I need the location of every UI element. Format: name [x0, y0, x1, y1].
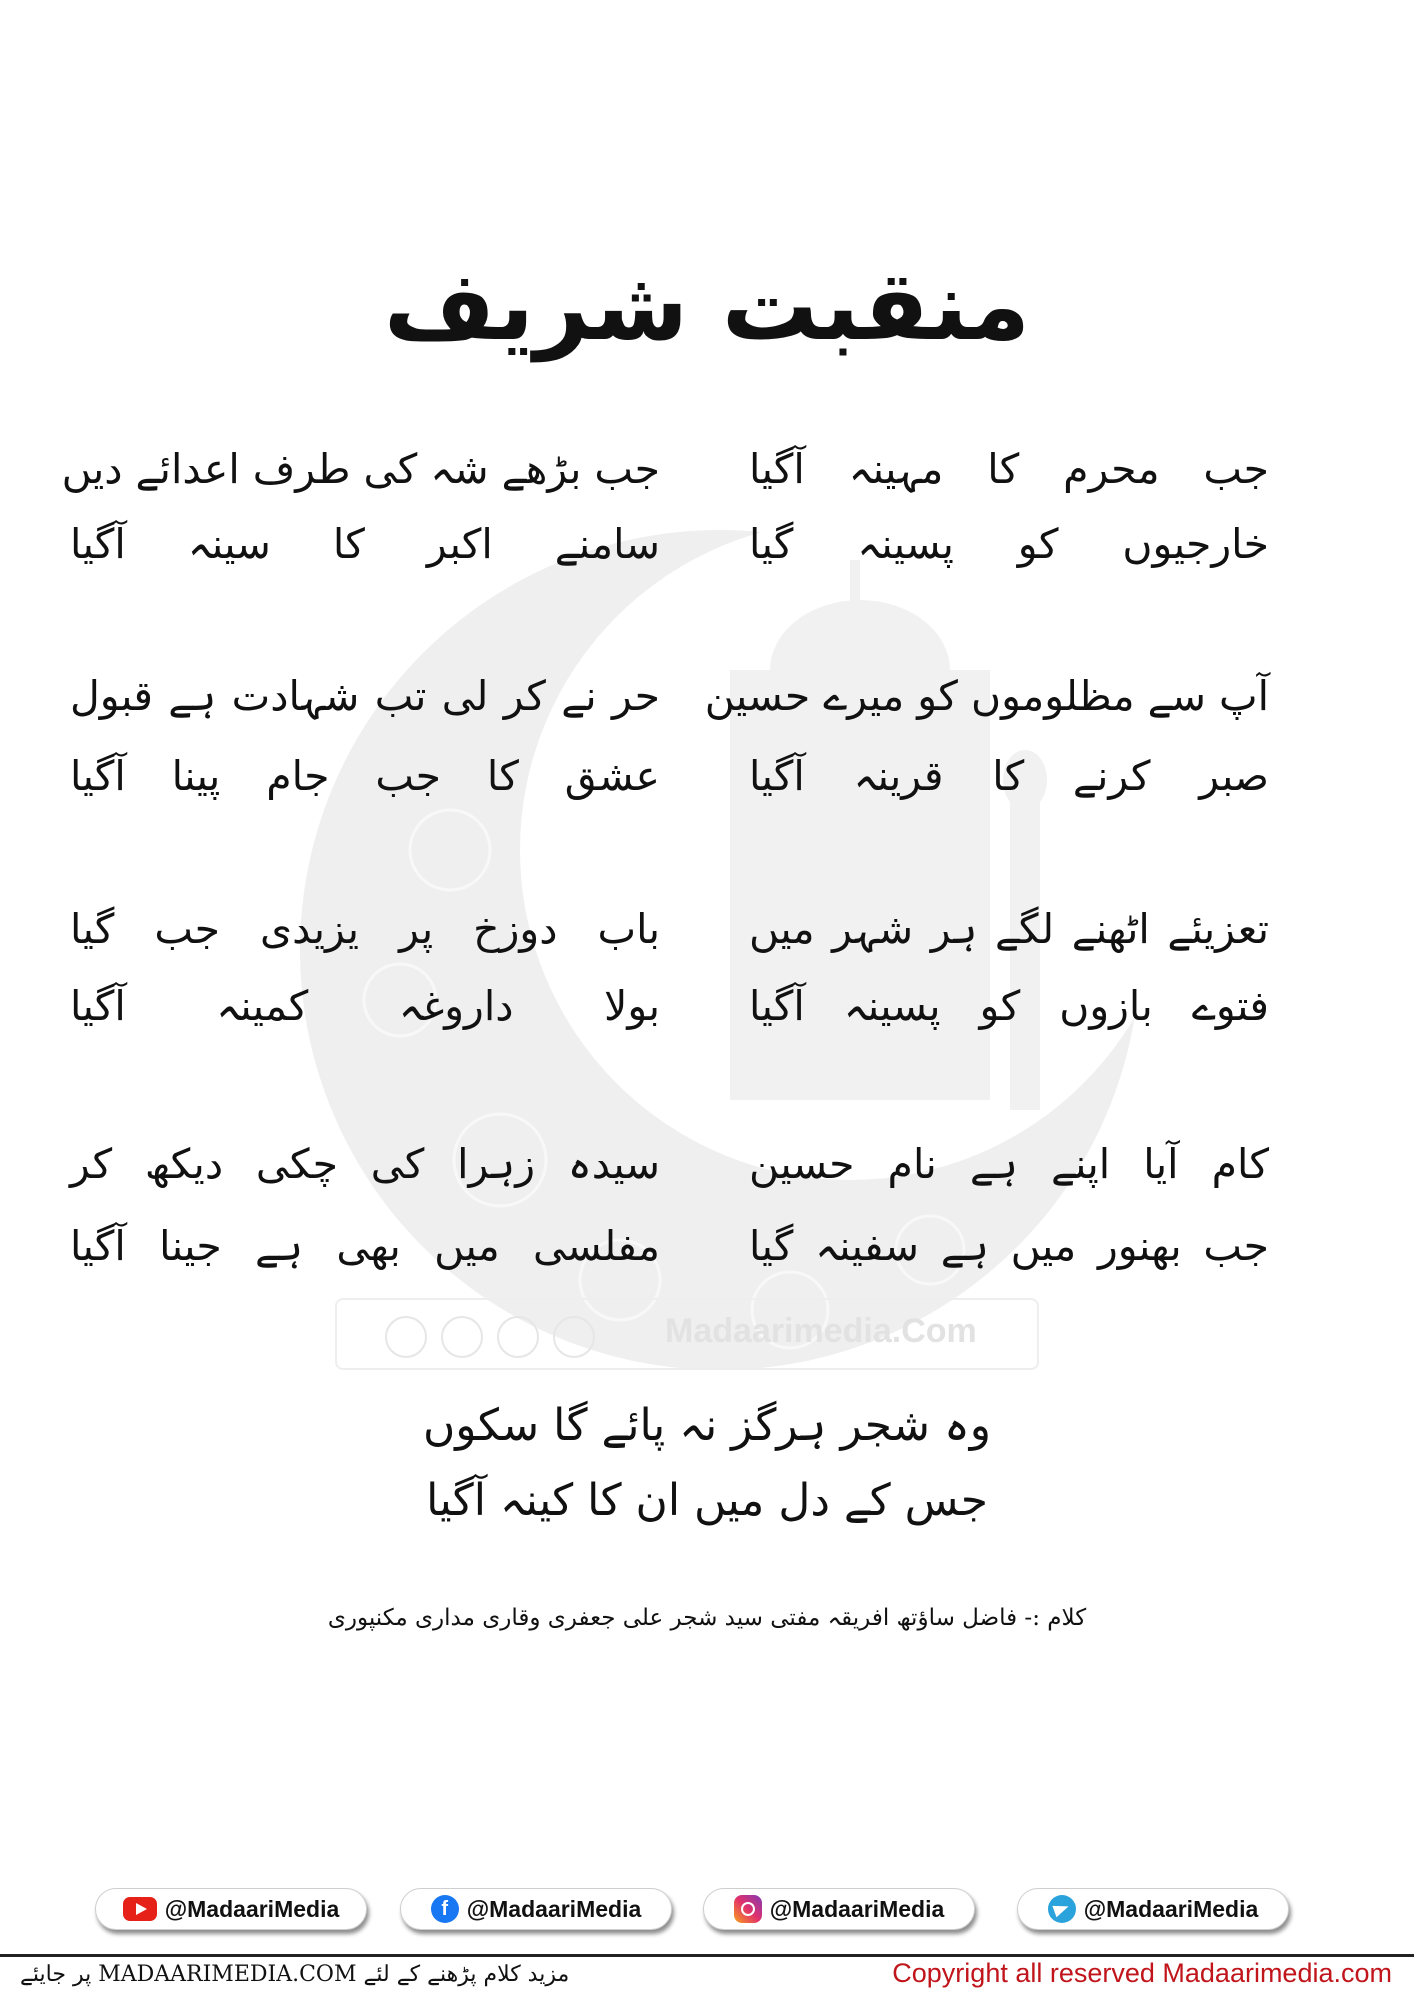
- home-icon: [385, 1316, 427, 1358]
- verse-line: آپ سے مظلوموں کو میرے حسین: [704, 672, 1269, 720]
- crescent-watermark: [290, 520, 1190, 1420]
- mail-icon: [441, 1316, 483, 1358]
- verse-line: صبر کرنے کا قرینہ آگیا: [749, 752, 1269, 800]
- verse-line: جب بھنور میں ہے سفینہ گیا: [749, 1222, 1269, 1270]
- page-title: منقبت شریف: [383, 250, 1031, 362]
- social-handle: @MadaariMedia: [1083, 1895, 1259, 1922]
- footer-urdu-post: پر جایئے: [20, 1962, 92, 1987]
- youtube-button[interactable]: [95, 1888, 367, 1930]
- verse-line: فتوے بازوں کو پسینہ آگیا: [749, 982, 1269, 1030]
- social-handle: @MadaariMedia: [466, 1895, 642, 1922]
- verse-line: حر نے کر لی تب شہادت ہے قبول: [70, 672, 660, 720]
- verse-line: جب محرم کا مہینہ آگیا: [749, 445, 1269, 493]
- footer-divider: [0, 1954, 1414, 1957]
- verse-line: سامنے اکبر کا سینہ آگیا: [70, 520, 660, 568]
- verse-line: باب دوزخ پر یزیدی جب گیا: [70, 905, 660, 953]
- instagram-button[interactable]: [703, 1888, 975, 1930]
- verse-line: سیدہ زہرا کی چکی دیکھ کر: [70, 1140, 660, 1188]
- verse-line: جب بڑھے شہ کی طرف اعدائے دیں: [61, 445, 660, 493]
- telegram-button[interactable]: [1017, 1888, 1289, 1930]
- phone-icon: [553, 1316, 595, 1358]
- facebook-icon: f: [431, 1895, 459, 1923]
- youtube-icon: [123, 1897, 157, 1921]
- social-handle: @MadaariMedia: [769, 1895, 945, 1922]
- verse-line: خارجیوں کو پسینہ گیا: [749, 520, 1269, 568]
- closing-line: جس کے دل میں ان کا کینہ آگیا: [426, 1475, 988, 1526]
- watermark-icons: [385, 1316, 595, 1358]
- footer-note: [20, 1962, 569, 1987]
- footer-site-link[interactable]: MADAARIMEDIA.COM: [98, 1962, 357, 1987]
- social-handle: @MadaariMedia: [164, 1895, 340, 1922]
- facebook-button[interactable]: [400, 1888, 672, 1930]
- verse-line: کام آیا اپنے ہے نام حسین: [749, 1140, 1269, 1188]
- verse-line: عشق کا جب جام پینا آگیا: [70, 752, 660, 800]
- copyright-text: Copyright all reserved Madaarimedia.com: [892, 1958, 1392, 1988]
- verse-line: تعزیئے اٹھنے لگے ہر شہر میں: [749, 905, 1269, 953]
- verse-line: بولا داروغہ کمینہ آگیا: [70, 982, 660, 1030]
- telegram-icon: [1048, 1895, 1076, 1923]
- watermark-text: Madaarimedia.Com: [665, 1312, 977, 1350]
- verse-line: مفلسی میں بھی ہے جینا آگیا: [70, 1222, 660, 1270]
- closing-line: وہ شجر ہرگز نہ پائے گا سکوں: [422, 1400, 992, 1451]
- instagram-icon: [734, 1895, 762, 1923]
- user-icon: [497, 1316, 539, 1358]
- footer-urdu-pre: مزید کلام پڑھنے کے لئے: [363, 1962, 570, 1987]
- poem-credit: کلام :- فاضل ساؤتھ افریقہ مفتی سید شجر علی جعفری وقاری مداری مکنپوری: [327, 1605, 1087, 1631]
